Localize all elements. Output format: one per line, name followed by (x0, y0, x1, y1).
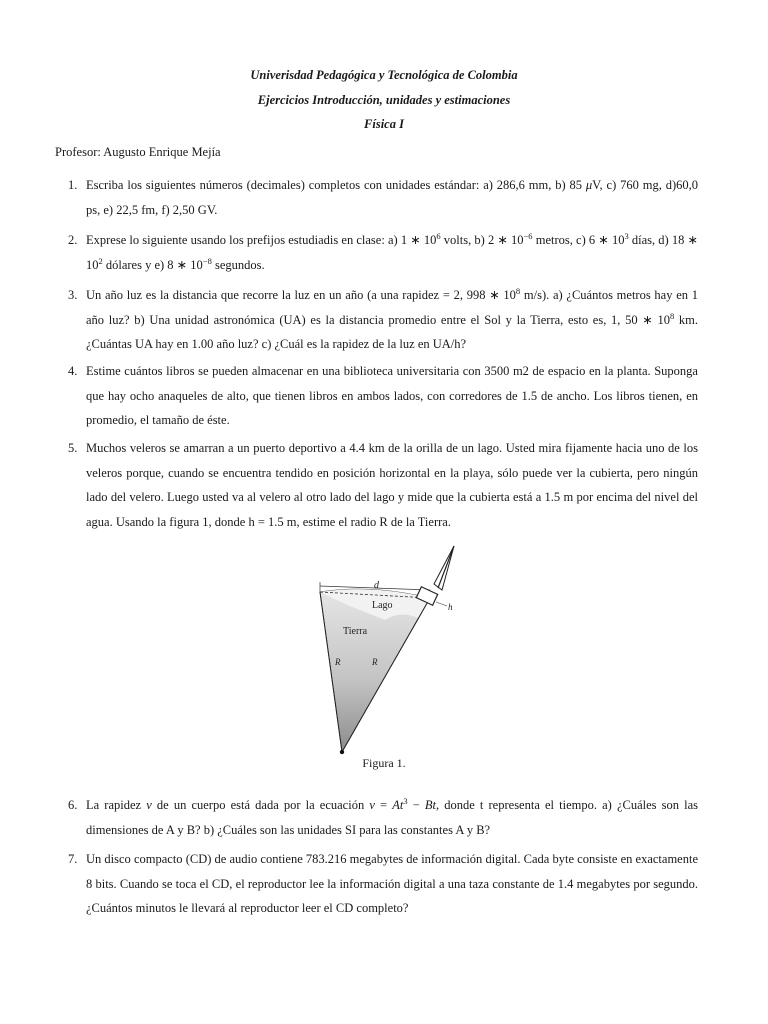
professor-line: Profesor: Augusto Enrique Mejía (55, 145, 221, 159)
label-r-right: R (372, 657, 378, 667)
exercise-7 (68, 847, 698, 921)
exercise-number: 1. (68, 178, 78, 192)
exercise-number: 2. (68, 233, 78, 247)
exercise-1 (68, 173, 698, 222)
label-tierra: Tierra (343, 626, 368, 637)
exercise-3 (68, 283, 698, 357)
exercise-text: Muchos veleros se amarran a un puerto deportivo a 4.4 km de la orilla de un lago. Usted mira fijamente hacia uno de los veleros porque, cuando se encuentra tendido en posición horizontal en la playa, sólo puede ver la cubierta, pero ningún lado del velero. Luego usted va al velero al otro lado del lago y mide que la cubierta está a 1.5 m por encima del nivel del agua. Usando la figura 1, donde h = 1.5 m, estime el radio R de la Tierra. (86, 441, 698, 529)
earth-radius-figure (290, 540, 470, 755)
label-d: d (374, 580, 379, 591)
exercise-4 (68, 359, 698, 433)
label-lago: Lago (372, 600, 393, 611)
exercise-text: La rapidez v de un cuerpo está dada por la ecuación $v = At^3 - Bt$, donde t representa el tiempo. a) ¿Cuáles son las dimensiones de A y B? b) ¿Cuáles son las unidades SI para las constantes A y B? (86, 796, 699, 837)
exercise-text: Escriba los siguientes números (decimales) completos con unidades estándar: a) 286,6 mm, b) 85 μV, c) 760 mg, d)60,0 ps, e) 22,5 fm, f) 2,50 GV. (86, 178, 698, 217)
exercise-number: 7. (68, 852, 78, 866)
university-title: Univerisdad Pedagógica y Tecnológica de Colombia (250, 68, 518, 82)
exercise-5 (68, 436, 698, 534)
exercise-number: 4. (68, 364, 78, 378)
exercise-text: Un disco compacto (CD) de audio contiene 783.216 megabytes de información digital. Cada byte consiste en exactamente 8 bits. Cuando se toca el CD, el reproductor lee la información digital a una taza constante de 1.4 megabytes por segundo. ¿Cuántos minutos le llevará al reproductor leer el CD completo? (86, 852, 698, 915)
exercise-number: 3. (68, 288, 78, 302)
exercise-2 (68, 228, 698, 277)
label-h: h (448, 602, 453, 612)
height-leader (436, 602, 447, 606)
worksheet-title: Ejercicios Introducción, unidades y estimaciones (257, 93, 511, 107)
earth-center-dot (340, 750, 344, 754)
course-title: Física I (364, 117, 404, 131)
boat-mast (438, 546, 454, 588)
exercise-text: Estime cuántos libros se pueden almacenar en una biblioteca universitaria con 3500 m2 de espacio en la planta. Suponga que hay ocho anaqueles de alto, que tienen libros en ambos lados, con corredores de 1.5 de ancho. Los libros tienen, en promedio, el tamaño de éste. (86, 364, 698, 427)
exercise-number: 6. (68, 798, 78, 812)
label-r-left: R (335, 657, 341, 667)
figure-caption: Figura 1. (362, 756, 406, 770)
exercise-text: Un año luz es la distancia que recorre la luz en un año (a una rapidez = 2, 998 ∗ $10^8$ m/s). a) ¿Cuántos metros hay en 1 año luz? b) Una unidad astronómica (UA) es la distancia promedio entre el Sol y la Tierra, esto es, 1, 50 ∗ $10^8$ km. ¿Cuántas UA hay en 1.00 año luz? c) ¿Cuál es la rapidez de la luz en UA/h? (86, 286, 698, 351)
exercise-number: 5. (68, 441, 78, 455)
exercise-6 (68, 793, 698, 842)
exercise-text: Exprese lo siguiente usando los prefijos estudiadis en clase: a) 1 ∗ $10^6$ volts, b) 2 ∗ $10^{-6}$ metros, c) 6 ∗ $10^3$ días, d) 18 ∗ $10^2$ dólares y e) 8 ∗ $10^{-8}$ segundos. (86, 231, 698, 272)
